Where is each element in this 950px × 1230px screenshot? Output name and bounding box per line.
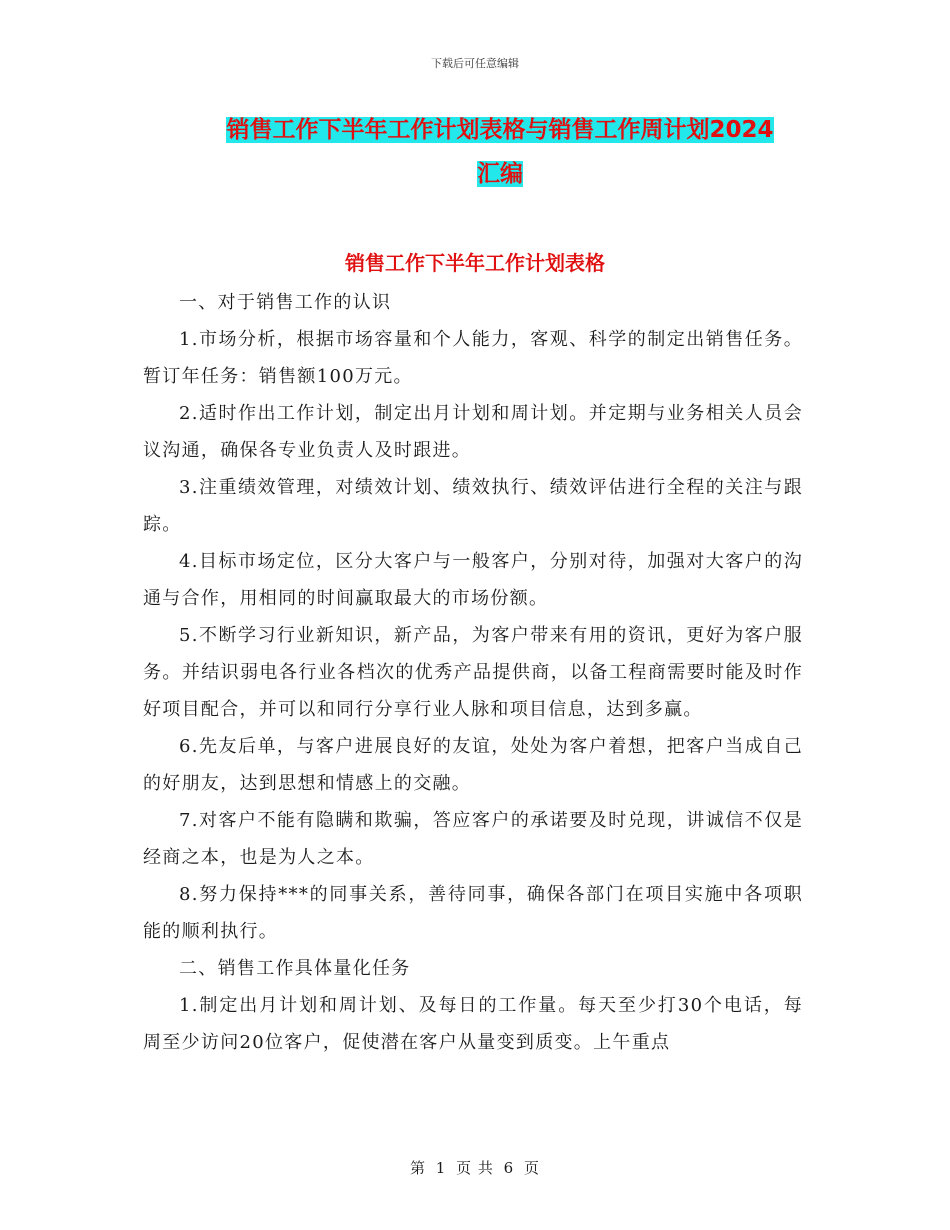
paragraph-7: 7.对客户不能有隐瞒和欺骗，答应客户的承诺要及时兑现，讲诚信不仅是经商之本，也是为人之本。 — [143, 810, 803, 868]
paragraph-2: 2.适时作出工作计划，制定出月计划和周计划。并定期与业务相关人员会议沟通，确保各专业负责人及时跟进。 — [143, 403, 803, 461]
document-title-line-2: 汇编 — [477, 161, 523, 187]
section-title: 销售工作下半年工作计划表格 — [345, 251, 605, 275]
document-title — [190, 108, 810, 196]
footer-prefix: 第 — [409, 1159, 426, 1177]
heading-section-2: 二、销售工作具体量化任务 — [179, 958, 411, 979]
paragraph-4: 4.目标市场定位，区分大客户与一般客户，分别对待，加强对大客户的沟通与合作，用相同的时间赢取最大的市场份额。 — [143, 551, 803, 609]
footer-total-pages: 6 — [503, 1159, 515, 1177]
page-footer — [0, 1157, 950, 1178]
document-title-line-1: 销售工作下半年工作计划表格与销售工作周计划2024 — [226, 117, 774, 143]
footer-middle: 页 共 — [456, 1159, 494, 1177]
heading-section-1: 一、对于销售工作的认识 — [179, 292, 392, 313]
paragraph-3: 3.注重绩效管理，对绩效计划、绩效执行、绩效评估进行全程的关注与跟踪。 — [143, 477, 803, 535]
footer-suffix: 页 — [524, 1159, 541, 1177]
footer-current-page: 1 — [435, 1159, 447, 1177]
paragraph-6: 6.先友后单，与客户进展良好的友谊，处处为客户着想，把客户当成自己的好朋友，达到思想和情感上的交融。 — [143, 736, 803, 794]
paragraph-1: 1.市场分析，根据市场容量和个人能力，客观、科学的制定出销售任务。暂订年任务：销售额100万元。 — [143, 329, 803, 387]
body-text — [143, 284, 803, 1061]
header-note: 下载后可任意编辑 — [431, 57, 519, 70]
paragraph-9: 1.制定出月计划和周计划、及每日的工作量。每天至少打30个电话，每周至少访问20位客户，促使潜在客户从量变到质变。上午重点 — [143, 995, 803, 1053]
paragraph-8: 8.努力保持***的同事关系，善待同事，确保各部门在项目实施中各项职能的顺利执行。 — [143, 884, 803, 942]
paragraph-5: 5.不断学习行业新知识，新产品，为客户带来有用的资讯，更好为客户服务。并结识弱电各行业各档次的优秀产品提供商，以备工程商需要时能及时作好项目配合，并可以和同行分享行业人脉和项目信息，达到多赢。 — [143, 625, 803, 720]
